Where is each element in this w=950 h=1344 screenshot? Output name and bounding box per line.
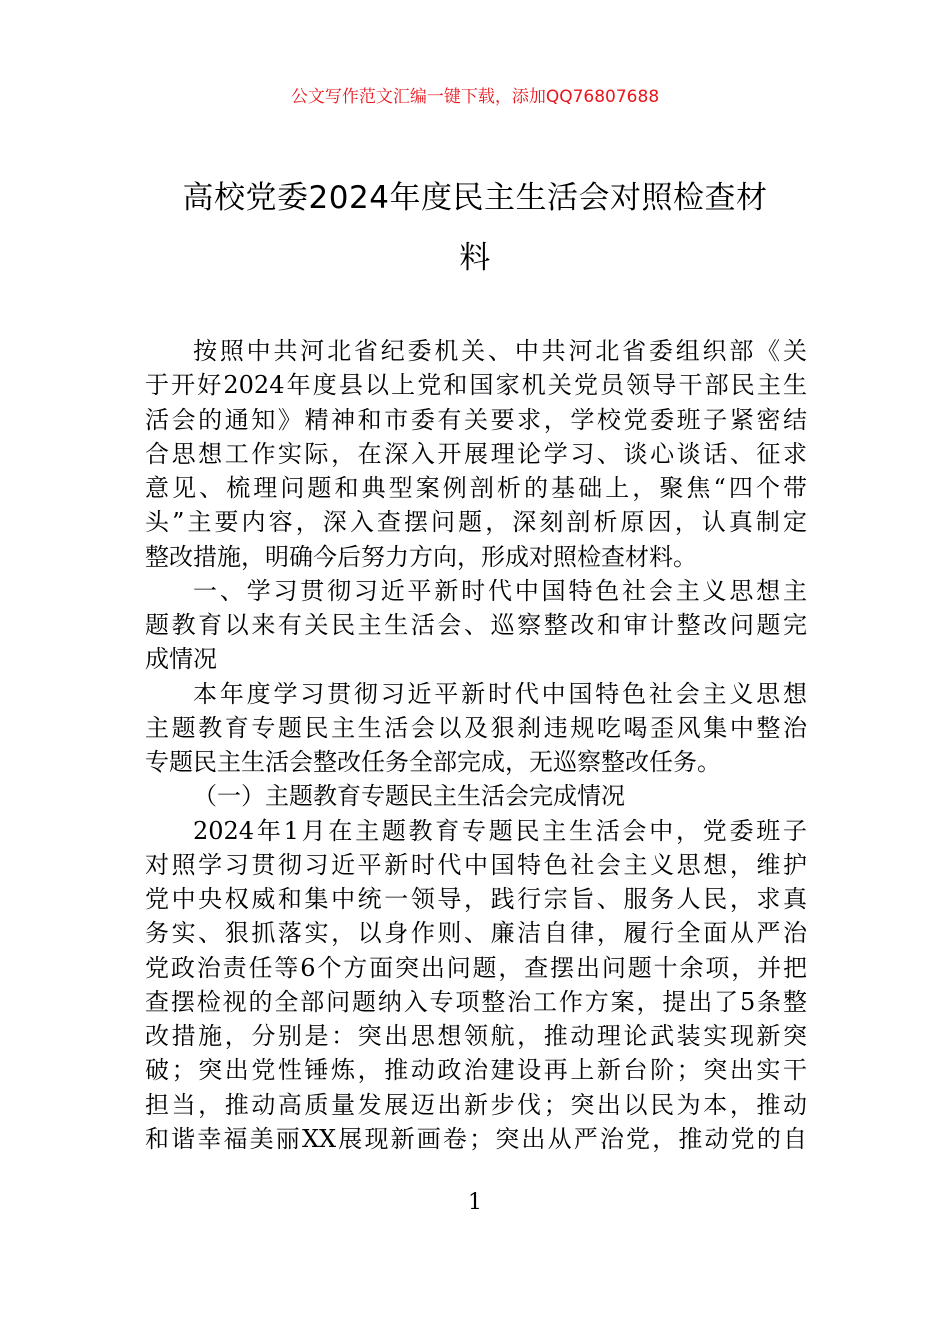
text-line: 题教育以来有关民主生活会、巡察整改和审计整改问题完: [145, 611, 807, 639]
text-line: 主题教育专题民主生活会以及狠刹违规吃喝歪风集中整治: [145, 713, 807, 742]
text-line: 对照学习贯彻习近平新时代中国特色社会主义思想，维护: [145, 850, 807, 879]
page-number: 1: [468, 1190, 482, 1215]
text-line: 查摆检视的全部问题纳入专项整治工作方案，提出了5条整: [145, 987, 807, 1016]
text-line: 成情况: [145, 645, 217, 674]
paragraph-summary: [145, 677, 807, 780]
text-line: （一）主题教育专题民主生活会完成情况: [193, 782, 625, 811]
text-line: 党中央权威和集中统一领导，践行宗旨、服务人民，求真: [145, 885, 807, 913]
title-line-2: 料: [459, 240, 491, 276]
text-line: 和谐幸福美丽XX展现新画卷；突出从严治党，推动党的自: [145, 1124, 807, 1153]
text-line: 活会的通知》精神和市委有关要求，学校党委班子紧密结: [145, 405, 807, 434]
document-body: [145, 334, 807, 1156]
text-line: 担当，推动高质量发展迈出新步伐；突出以民为本，推动: [145, 1090, 807, 1119]
text-line: 意见、梳理问题和典型案例剖析的基础上，聚焦“四个带: [145, 474, 807, 502]
subsection-heading-1: [145, 779, 807, 813]
text-line: 一、学习贯彻习近平新时代中国特色社会主义思想主: [193, 576, 807, 605]
text-line: 合思想工作实际，在深入开展理论学习、谈心谈话、征求: [145, 439, 807, 468]
text-line: 破；突出党性锤炼，推动政治建设再上新台阶；突出实干: [145, 1056, 807, 1085]
text-line: 专题民主生活会整改任务全部完成，无巡察整改任务。: [145, 748, 721, 776]
text-line: 头”主要内容，深入查摆问题，深刻剖析原因，认真制定: [145, 508, 807, 537]
section-heading-1: [145, 574, 807, 677]
text-line: 本年度学习贯彻习近平新时代中国特色社会主义思想: [193, 679, 807, 708]
download-banner: 公文写作范文汇编一键下载，添加QQ76807688: [290, 87, 660, 107]
text-line: 党政治责任等6个方面突出问题，查摆出问题十余项，并把: [145, 953, 807, 982]
text-line: 整改措施，明确今后努力方向，形成对照检查材料。: [145, 542, 697, 571]
text-line: 务实、狠抓落实，以身作则、廉洁自律，履行全面从严治: [145, 919, 807, 948]
paragraph-detail: [145, 814, 807, 1157]
title-line-1: 高校党委2024年度民主生活会对照检查材: [182, 180, 768, 216]
text-line: 按照中共河北省纪委机关、中共河北省委组织部《关: [193, 337, 807, 365]
document-title: [140, 168, 810, 288]
text-line: 于开好2024年度县以上党和国家机关党员领导干部民主生: [145, 371, 807, 400]
text-line: 改措施，分别是：突出思想领航，推动理论武装实现新突: [145, 1022, 807, 1050]
text-line: 2024年1月在主题教育专题民主生活会中，党委班子: [193, 816, 807, 845]
paragraph-intro: [145, 334, 807, 574]
